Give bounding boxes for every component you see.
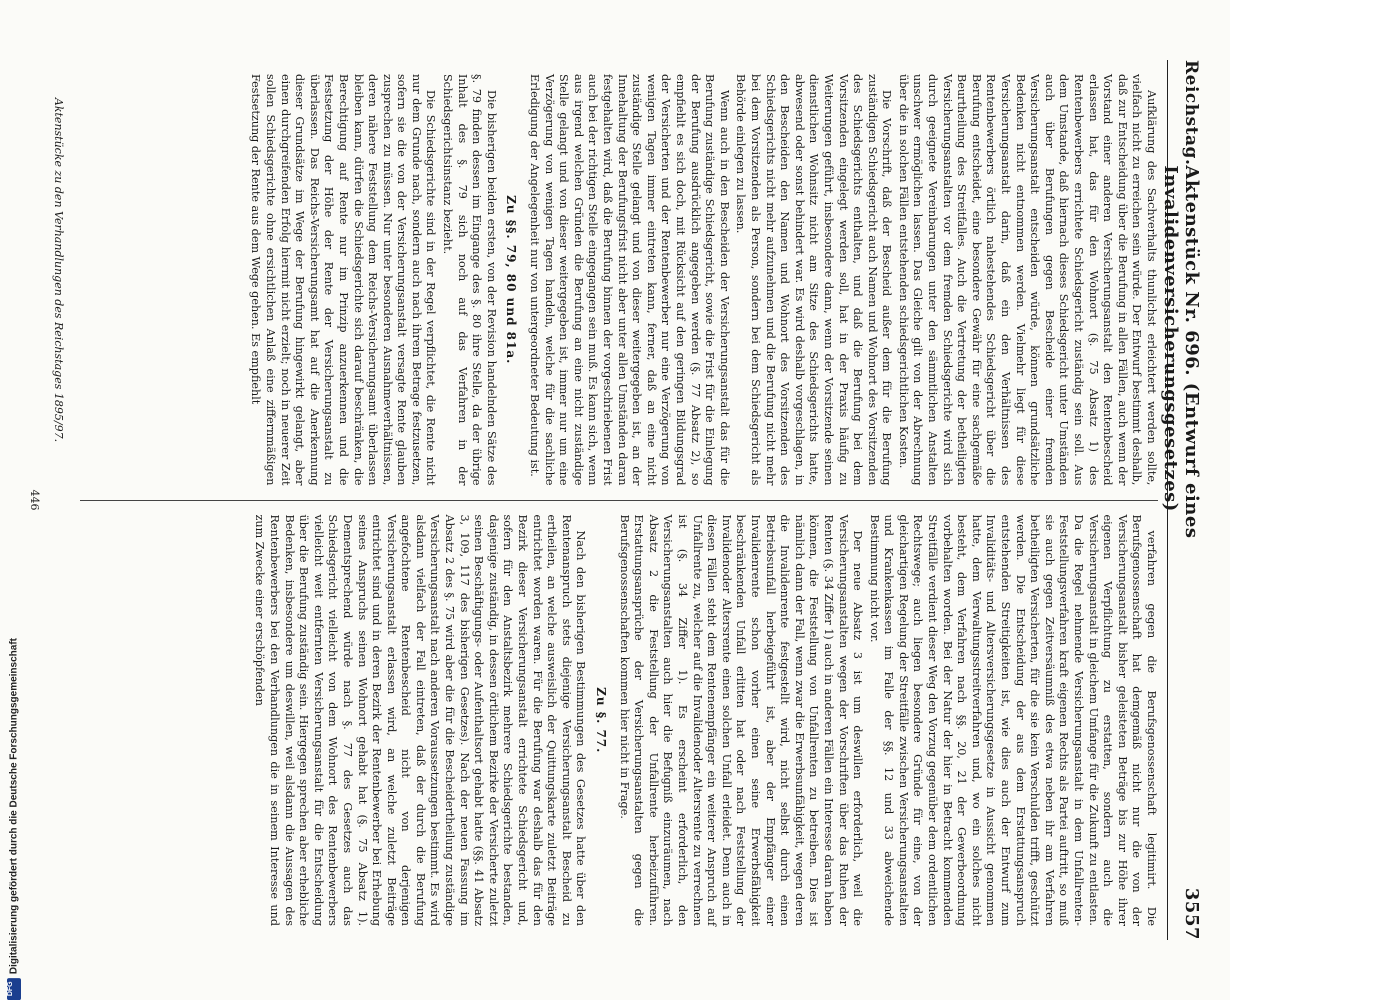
side-credit-text: Digitalisierung gefördert durch die Deutsche Forschungsgemeinschaft: [8, 637, 20, 974]
paragraph: Aufklärung des Sachverhalts thunlichst erleichtert werden sollte, vielfach nicht zu erreichen sein würde. Der Entwurf bestimmt deshalb, daß zur Entscheidung über die Berufung in allen Fällen, auch wenn der Vorstand einer anderen Versicherungsanstalt den Rentenbescheid erlassen hat, das für den Wohnort (§. 75 Absatz 1) des Rentenbewerbers errichtete Schiedsgericht zuständig sein soll. Aus dem Umstande, daß hiernach dieses Schiedsgericht unter Umständen auch über Berufungen gegen Bescheide einer fremden Versicherungsanstalt entscheiden würde, können grundsätzliche Bedenken nicht entnommen werden. Vielmehr liegt für diese Versicherungsanstalt darin, daß ein den Verhältnissen des Rentenbewerbers örtlich nahestehendes Schiedsgericht über die Berufung entscheidet, eine besondere Gewähr für eine sachgemäße Beurtheilung des Streitfalles. Auch die Vertretung der betheiligten Versicherungsanstalten vor dem fremden Schiedsgerichte wird sich durch geeignete Vereinbarungen unter den sämmtlichen Anstalten unschwer ermöglichen lassen. Das Gleiche gilt von der Abrechnung über die in solchen Fällen entstehenden schiedsgerichtlichen Kosten.: [896, 74, 1158, 486]
dfg-logo: DFG: [7, 978, 21, 1000]
sheet-number: 446: [28, 489, 41, 511]
paragraph: Wenn auch in den Bescheiden der Versicherungsanstalt das für die Berufung zuständige Schiedsgericht, sowie die Frist für die Einlegung der Berufung ausdrücklich angegeben werden (§. 77 Absatz 2), so empfiehlt es sich doch, mit Rücksicht auf den geringen Bildungsgrad der Versicherten und der Rentenbewerber nur eine Verzögerung von wenigen Tagen immer eintreten kann, ferner, daß an eine nicht zuständige Stelle gelangt und von dieser weitergegeben ist, an der Innehaltung der Berufungsfrist nicht aber unter allen Umständen daran festgehalten wird, daß die Berufung binnen der vorgeschriebenen Frist auch bei der richtigen Stelle eingegangen sein muß. Es kann sich, wenn aus irgend welchen Gründen die Berufung an eine nicht zuständige Stelle gelangt und von dieser weitergegeben ist, immer nur um eine Verzögerung von wenigen Tagen handeln, welche für die sachliche Erledigung der Angelegenheit nur von untergeordneter Bedeutung ist.: [528, 74, 731, 486]
paragraph: Die Schiedsgerichte sind in der Regel verpflichtet, die Rente nicht nur dem Grunde nach, sondern auch nach ihrem Betrage festzusetzen, sofern sie die von der Versicherungsanstalt versagte Rente glauben zusprechen zu müssen. Nur unter besonderen Ausnahmeverhältnissen, deren nähere Feststellung dem Reichs-Versicherungsamt überlassen bleiben kann, dürfen die Schiedsgerichte sich darauf beschränken, die Berechtigung auf Rente nur im Prinzip anzuerkennen und die Festsetzung der Höhe der Rente der Versicherungsanstalt zu überlassen. Das Reichs-Versicherungsamt hat auf die Anerkennung dieser Grundsätze im Wege der Berufung hingewirkt gelangt, aber einen durchgreifenden Erfolg hiermit nicht erzielt; noch in neuerer Zeit sollen Schiedsgerichte ohne ersichtlichen Anlaß eine ziffernmäßigen Festsetzung der Rente aus dem Wege gehen. Es empfiehlt: [249, 74, 438, 486]
text-column-left: [80, 60, 1158, 500]
footer-note: Aktenstücke zu den Verhandlungen des Reichstages 1895/97.: [52, 97, 65, 443]
paragraph: Der neue Absatz 3 ist um deswillen erforderlich, weil die Versicherungsanstalten wegen der Vorschriften über das Ruhen der Renten (§. 34 Ziffer 1) auch in anderen Fällen ein Interesse daran haben können, die Feststellung von Unfallrenten zu betreiben. Dies ist nämlich dann der Fall, wenn zwar die Erwerbsunfähigkeit, wegen deren die Invalidenrente festgestellt wird, nicht selbst durch einen Betriebsunfall herbeigeführt ist, aber der Empfänger einer Invalidenrente schon vorher einen seine Erwerbsfähigkeit beschränkenden Unfall erlitten hat oder nach Feststellung der Invalidenoder Altersrente einen solchen Unfall erleidet. Denn auch in diesen Fällen steht dem Rentenempfänger ein weiterer Anspruch auf Unfallrente zu, welcher auf die Invalidenoder Altersrente zu verrechnen ist (§. 34 Ziffer 1). Es erscheint erforderlich, den Versicherungsanstalten auch hier die Befugniß einzuräumen, nach Absatz 2 die Feststellung der Unfallrente herbeizuführen. Erstattungsansprüche der Versicherungsanstalten gegen die Berufsgenossenschaften kommen hier nicht in Frage.: [617, 514, 865, 926]
header-left: Reichstag.: [1181, 60, 1201, 166]
text-column-right: [80, 500, 1158, 941]
paragraph: verfahren gegen die Berufsgenossenschaft legitimirt. Die Berufsgenossenschaft hat demgemäß nicht nur die von der Versicherungsanstalt bisher geleisteten Beträge bis zur Höhe ihrer eigenen Verpflichtung zu erstatten, sondern auch die Versicherungsanstalt in gleichem Umfange für die Zukunft zu entlasten. Da die Regel nehmende Versicherungsanstalt in dem Unfallrenten-Feststellungsverfahren kraft eigenen Rechts als Partei auftritt, so muß sie auch gegen Zeitversäumniß des etwa neben ihr am Verfahren betheiligten Versicherten, für die sie kein Verschulden trifft, geschützt werden. Die Entscheidung der aus dem Erstattungsanspruch entstehenden Streitigkeiten ist, wie dies auch der Entwurf zum Invaliditäts- und Altersversicherungsgesetze in Aussicht genommen hatte, dem Verwaltungsstreitverfahren und, wo ein solches nicht besteht, dem Verfahren nach §§. 20, 21 der Gewerbeordnung vorbehalten worden. Bei der Natur der hier in Betracht kommenden Streitfälle verdient dieser Weg den Vorzug gegenüber dem ordentlichen Rechtswege; auch liegen besondere Gründe für eine, von der gleichartigen Regelung der Streitfälle zwischen Versicherungsanstalten und Krankenkassen im Falle der §§. 12 und 33 abweichende Bestimmung nicht vor.: [867, 514, 1158, 926]
header-title: Aktenstück Nr. 696. (Entwurf eines Invalidenversicherungsgesetzes): [1160, 165, 1202, 539]
paragraph: Die Vorschrift, daß der Bescheid außer dem für die Berufung zuständigen Schiedsgericht auch Namen und Wohnort des Vorsitzenden des Schiedsgerichts enthalten, und daß die Berufung bei dem Vorsitzenden eingelegt werden soll, hat in der Praxis häufig zu Weiterungen geführt, insbesondere dann, wenn der Vorsitzende seinen dienstlichen Wohnsitz nicht am Sitze des Schiedsgerichts hatte, abwesend oder sonst behindert war. Es wird deshalb vorgeschlagen, in den Bescheiden den Namen und Wohnort des Vorsitzenden des Schiedsgerichts nicht mehr aufzunehmen und die Berufung nicht mehr bei dem Vorsitzenden als Person, sondern bei dem Schiedsgericht als Behörde einlegen zu lassen.: [734, 74, 894, 486]
section-heading: Zu §. 77.: [594, 687, 609, 754]
section-heading: Zu §§. 79, 80 und 81a.: [504, 195, 519, 365]
side-credit: [0, 0, 28, 1000]
paragraph: Nach den bisherigen Bestimmungen des Gesetzes hatte über den Rentenanspruch stets diejenige Versicherungsanstalt Bescheid zu ertheilen, an welche ausweislich der Quittungskarte zuletzt Beiträge entrichtet worden waren. Für die Berufung war deshalb das für den Bezirk dieser Versicherungsanstalt errichtete Schiedsgericht und, sofern für den Anstaltsbezirk mehrere Schiedsgerichte bestanden, dasjenige zuständig, in dessen örtlichem Bezirke der Versicherte zuletzt seinen Beschäftigungs- oder Aufenthaltsort gehabt hatte (§§. 41 Absatz 3, 109, 117 des bisherigen Gesetzes). Nach der neuen Fassung im Absatz 2 des §. 75 wird aber die für die Bescheidertheilung zuständige Versicherungsanstalt nach anderen Voraussetzungen bestimmt. Es wird alsdann vielfach der Fall eintreten, daß der durch die Berufung angefochtene Rentenbescheid nicht von derjenigen Versicherungsanstalt erlassen wird, an welche zuletzt Beiträge entrichtet sind und in deren Bezirk der Rentenbewerber bei Erhebung seines Anspruchs seinen Wohnort gehabt hat (§. 75 Absatz 1). Dementsprechend würde nach §. 77 des Gesetzes auch das Schiedsgericht vielleicht von dem Wohnort des Rentenbewerbers vielleicht weit entfernten Versicherungsanstalt für die Entscheidung über die Berufung zuständig sein. Hiergegen sprechen aber erhebliche Bedenken, insbesondere um deswillen, weil alsdann die Aussagen des Rentenbewerbers bei den Verhandlungen die in seinem Interesse und zum Zwecke einer erschöpfenden: [253, 514, 588, 926]
paragraph: Die bisherigen beiden ersten, von der Revision handelnden Sätze des §. 79 finden dessen im Eingange des §. 80 ihre Stelle, da der übrige Inhalt des §. 79 sich noch auf das Verfahren in der Schiedsgerichtsinstanz bezieht.: [441, 74, 498, 486]
page-header: [1160, 60, 1202, 940]
page-number: 3557: [1181, 887, 1202, 940]
text-columns: [80, 60, 1158, 940]
